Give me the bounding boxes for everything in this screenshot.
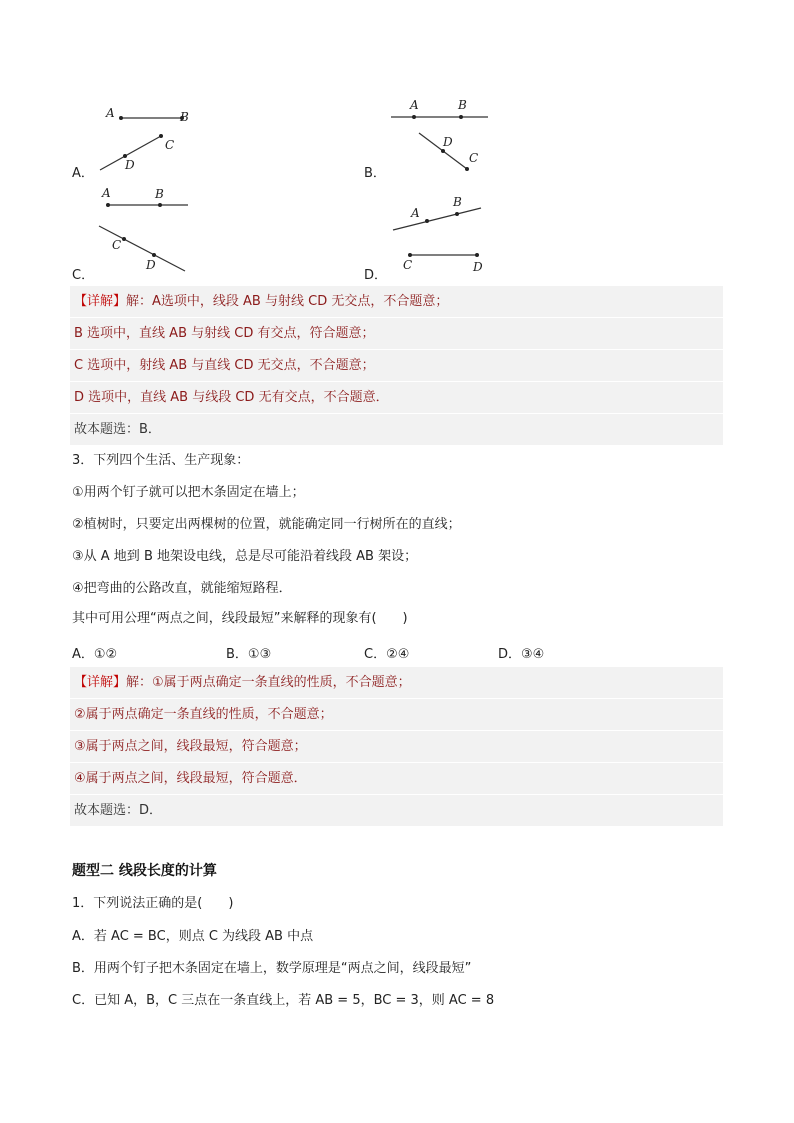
section2-option-a: A．若 AC = BC，则点 C 为线段 AB 中点 <box>72 929 314 944</box>
label-a: A <box>106 106 115 120</box>
figure-b-diagram <box>385 95 495 175</box>
section2-option-c: C．已知 A，B，C 三点在一条直线上，若 AB = 5，BC = 3，则 AC = 8 <box>72 993 495 1008</box>
question-3-stem: 3．下列四个生活、生产现象： <box>72 453 250 468</box>
option-d-label: D． <box>364 268 388 283</box>
label-d: D <box>473 260 483 274</box>
point-b <box>158 203 162 207</box>
label-a: A <box>411 206 420 220</box>
label-d: D <box>125 158 135 172</box>
answer-final: 故本题选：D． <box>70 795 723 827</box>
figure-c-diagram <box>95 185 205 275</box>
answer-line <box>70 286 723 318</box>
figure-a-diagram <box>95 100 205 180</box>
label-c: C <box>112 238 122 252</box>
answer-line: ③属于两点之间，线段最短，符合题意； <box>70 731 723 763</box>
figure-option-d <box>385 190 495 275</box>
point-d <box>441 149 445 153</box>
answer-line <box>70 667 723 699</box>
point-a <box>412 115 416 119</box>
choice-d: D．③④ <box>498 647 545 662</box>
answer-line: D 选项中，直线 AB 与线段 CD 无有交点，不合题意． <box>70 382 723 414</box>
point-c <box>465 167 469 171</box>
option-c-label: C． <box>72 268 95 283</box>
section2-question-1: 1．下列说法正确的是( ) <box>72 896 234 911</box>
figure-d-diagram <box>385 190 495 275</box>
answer-line: C 选项中，射线 AB 与直线 CD 无交点，不合题意； <box>70 350 723 382</box>
label-b: B <box>453 195 462 209</box>
line-ab <box>393 208 481 230</box>
label-a: A <box>410 98 419 112</box>
point-c <box>159 134 163 138</box>
answer-line: B 选项中，直线 AB 与射线 CD 有交点，符合题意； <box>70 318 723 350</box>
label-c: C <box>469 151 479 165</box>
point-a <box>425 219 429 223</box>
label-a: A <box>102 186 111 200</box>
point-a <box>106 203 110 207</box>
label-d: D <box>146 258 156 272</box>
question-3-item: ③从 A 地到 B 地架设电线，总是尽可能沿着线段 AB 架设； <box>72 549 418 564</box>
section2-option-b: B．用两个钉子把木条固定在墙上，数学原理是“两点之间，线段最短” <box>72 961 472 976</box>
choice-b: B．①③ <box>226 647 272 662</box>
question-3-prompt: 其中可用公理“两点之间，线段最短”来解释的现象有( ) <box>72 611 408 626</box>
choice-a: A．①② <box>72 647 118 662</box>
choice-c: C．②④ <box>364 647 410 662</box>
answer-block-1 <box>70 286 723 446</box>
answer-block-3 <box>70 667 723 827</box>
label-b: B <box>458 98 467 112</box>
point-d <box>152 253 156 257</box>
answer-line: ④属于两点之间，线段最短，符合题意． <box>70 763 723 795</box>
figure-option-b <box>385 95 495 175</box>
option-b-label: B． <box>364 166 386 181</box>
detail-tag: 【详解】 <box>74 294 127 309</box>
figure-option-a <box>95 100 205 180</box>
section-title: 题型二 线段长度的计算 <box>72 863 217 879</box>
question-3-item: ④把弯曲的公路改直，就能缩短路程． <box>72 581 292 596</box>
answer-text: 解：A选项中，线段 AB 与射线 CD 无交点，不合题意； <box>126 294 449 309</box>
option-a-label: A． <box>72 166 94 181</box>
label-b: B <box>155 187 164 201</box>
label-d: D <box>443 135 453 149</box>
answer-line: ②属于两点确定一条直线的性质，不合题意； <box>70 699 723 731</box>
question-3-item: ①用两个钉子就可以把木条固定在墙上； <box>72 485 305 500</box>
answer-final: 故本题选：B． <box>70 414 723 446</box>
point-c <box>408 253 412 257</box>
point-b <box>455 212 459 216</box>
point-a <box>119 116 123 120</box>
label-b: B <box>180 110 189 124</box>
point-d <box>475 253 479 257</box>
point-b <box>459 115 463 119</box>
question-3-item: ②植树时，只要定出两棵树的位置，就能确定同一行树所在的直线； <box>72 517 461 532</box>
detail-tag: 【详解】 <box>74 675 127 690</box>
answer-text: 解：①属于两点确定一条直线的性质，不合题意； <box>126 675 411 690</box>
label-c: C <box>403 258 413 272</box>
figure-option-c <box>95 185 205 275</box>
label-c: C <box>165 138 175 152</box>
point-c <box>122 237 126 241</box>
